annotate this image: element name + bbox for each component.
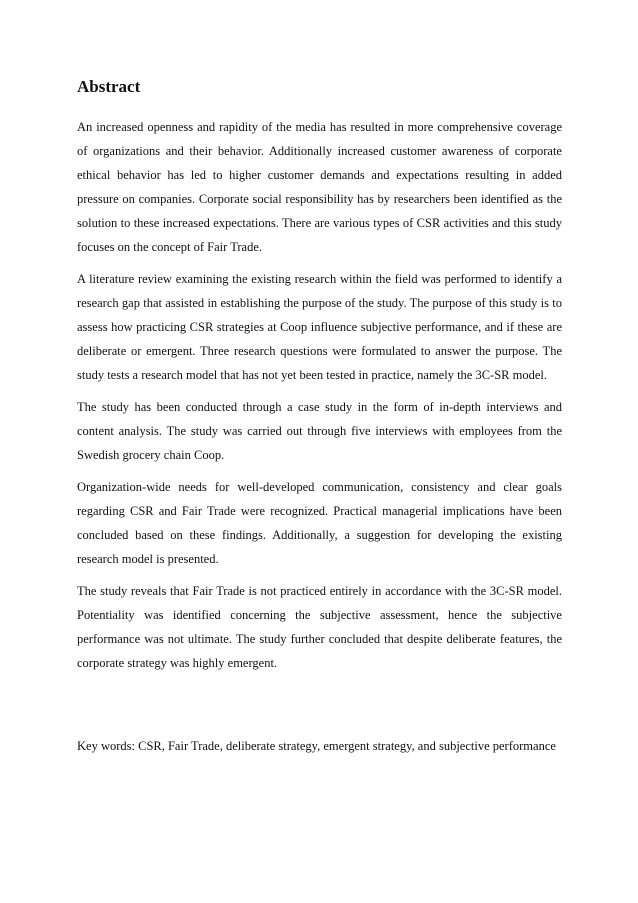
abstract-paragraph-1: An increased openness and rapidity of the media has resulted in more comprehensive coverage of organizations and their behavior. Additionally increased customer awareness of corporate ethical behavior has led to higher customer demands and expectations resulting in added pressure on companies. Corporate social responsibility has by researchers been identified as the solution to these increased expectations. There are various types of CSR activities and this study focuses on the concept of Fair Trade. — [77, 120, 562, 254]
abstract-paragraph-2: A literature review examining the existing research within the field was performed to identify a research gap that assisted in establishing the purpose of the study. The purpose of this study is to assess how practicing CSR strategies at Coop influence subjective performance, and if these are deliberate or emergent. Three research questions were formulated to answer the purpose. The study tests a research model that has not yet been tested in practice, namely the 3C-SR model. — [77, 272, 562, 382]
document-page — [77, 0, 562, 903]
abstract-heading: Abstract — [77, 77, 141, 96]
abstract-paragraph-4: Organization-wide needs for well-developed communication, consistency and clear goals regarding CSR and Fair Trade were recognized. Practical managerial implications have been concluded based on these findings. Additionally, a suggestion for developing the existing research model is presented. — [77, 480, 562, 566]
abstract-paragraph-5: The study reveals that Fair Trade is not practiced entirely in accordance with the 3C-SR model. Potentiality was identified concerning the subjective assessment, hence the subjective performance was not ultimate. The study further concluded that despite deliberate features, the corporate strategy was highly emergent. — [77, 584, 562, 670]
abstract-body — [77, 115, 562, 683]
abstract-paragraph-3: The study has been conducted through a case study in the form of in-depth interviews and content analysis. The study was carried out through five interviews with employees from the Swedish grocery chain Coop. — [77, 400, 562, 462]
keywords-line: Key words: CSR, Fair Trade, deliberate strategy, emergent strategy, and subjective performance — [77, 739, 556, 753]
